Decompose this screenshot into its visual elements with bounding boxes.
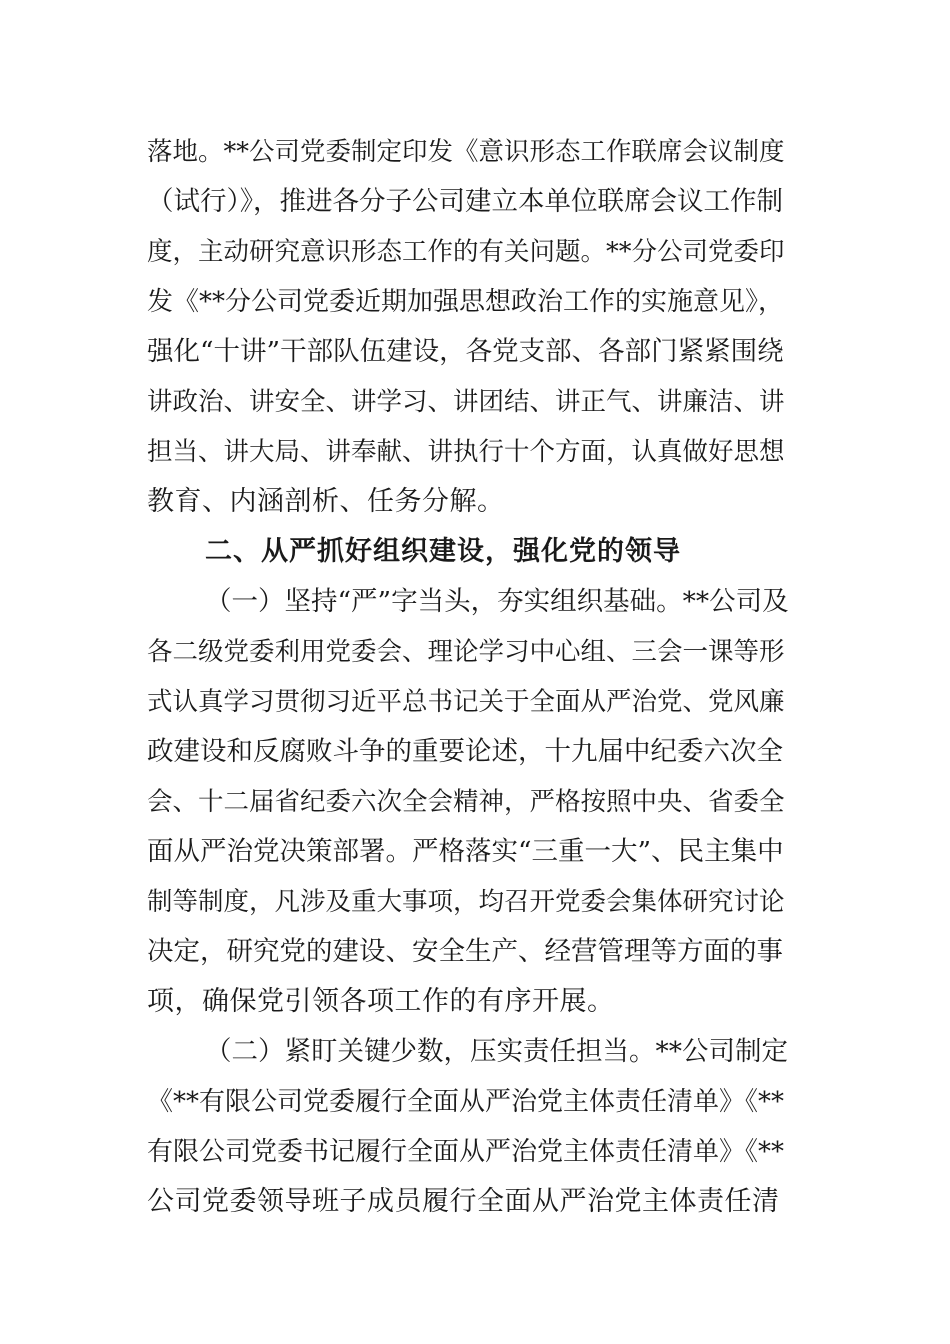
text-line: 会、十二届省纪委六次全会精神，严格按照中央、省委全	[147, 787, 785, 817]
text-line: 《**有限公司党委履行全面从严治党主体责任清单》《**	[147, 1087, 785, 1117]
text-line: 制等制度，凡涉及重大事项，均召开党委会集体研究讨论	[147, 887, 785, 917]
text-line: （试行）》，推进各分子公司建立本单位联席会议工作制	[147, 186, 783, 217]
text-line: 有限公司党委书记履行全面从严治党主体责任清单》《**	[147, 1137, 785, 1167]
text-line: 式认真学习贯彻习近平总书记关于全面从严治党、党风廉	[147, 687, 785, 717]
text-line: （一）坚持“严”字当头，夯实组织基础。**公司及	[205, 586, 789, 617]
text-line: 各二级党委利用党委会、理论学习中心组、三会一课等形	[147, 637, 785, 667]
section-heading: 二、从严抓好组织建设，强化党的领导	[205, 536, 681, 567]
text-line: 担当、讲大局、讲奉献、讲执行十个方面，认真做好思想	[147, 437, 785, 467]
text-line: 强化“十讲”干部队伍建设，各党支部、各部门紧紧围绕	[147, 336, 784, 367]
text-line: 面从严治党决策部署。严格落实“三重一大”、民主集中	[147, 836, 784, 867]
text-line: 讲政治、讲安全、讲学习、讲团结、讲正气、讲廉洁、讲	[147, 387, 785, 417]
text-line: 项，确保党引领各项工作的有序开展。	[147, 986, 615, 1017]
text-line: （二）紧盯关键少数，压实责任担当。**公司制定	[205, 1036, 788, 1067]
text-line: 发《**分公司党委近期加强思想政治工作的实施意见》，	[147, 287, 785, 317]
text-line: 度，主动研究意识形态工作的有关问题。**分公司党委印	[147, 237, 785, 267]
text-line: 政建设和反腐败斗争的重要论述，十九届中纪委六次全	[147, 736, 783, 767]
text-line: 落地。**公司党委制定印发《意识形态工作联席会议制度	[147, 137, 785, 167]
text-line: 公司党委领导班子成员履行全面从严治党主体责任清	[147, 1186, 780, 1217]
text-line: 决定，研究党的建设、安全生产、经营管理等方面的事	[147, 936, 783, 967]
text-line: 教育、内涵剖析、任务分解。	[147, 486, 505, 517]
